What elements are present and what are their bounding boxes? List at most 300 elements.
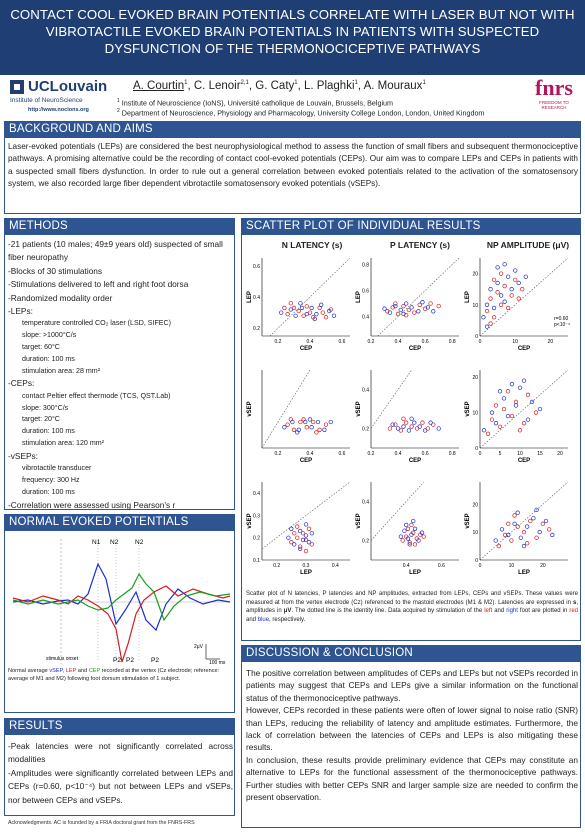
label-n2: N2 bbox=[135, 539, 144, 546]
point-left-foot bbox=[528, 519, 532, 523]
point-left-foot bbox=[324, 423, 328, 427]
point-left-foot bbox=[526, 393, 530, 397]
point-left-foot bbox=[401, 539, 405, 543]
method-item: -CEPs: bbox=[8, 378, 35, 389]
point-left-foot bbox=[286, 423, 290, 427]
point-right-foot bbox=[383, 307, 387, 311]
method-detail: contact Peltier effect thermode (TCS, QST.Lab) bbox=[22, 391, 171, 400]
normal-caption: Normal average vSEP, LEP and CEP recorded at the vertex (Cz electrode; reference: average of M1 and M2) following foot dorsum stimulation of 1 subject. bbox=[8, 668, 220, 682]
x-axis-label: LEP bbox=[300, 570, 312, 576]
title-line: CONTACT COOL EVOKED BRAIN POTENTIALS CORRELATE WITH LASER BUT NOT WITH bbox=[10, 7, 575, 22]
y-axis-label: LEP bbox=[465, 291, 471, 303]
y-axis-label: vSEP bbox=[356, 401, 362, 417]
method-detail: duration: 100 ms bbox=[22, 427, 75, 436]
label-n1: N1 bbox=[92, 539, 101, 546]
affiliation: $^1$ Institute of Neuroscience (IoNS), Université catholique de Louvain, Brussels, Belgium bbox=[117, 98, 394, 108]
scatter-svg bbox=[355, 254, 471, 368]
y-tick-label: 20 bbox=[472, 375, 478, 382]
discussion-paragraph: In conclusion, these results provide preliminary evidence that CEPs may constitute an alternative to LEPs for the functional assessment of the thermonociceptive pathways. Further studies with better CEPs SNR and larger sample size are needed to confirm the present observation. bbox=[246, 754, 578, 803]
point-right-foot bbox=[544, 519, 548, 523]
point-left-foot bbox=[547, 528, 551, 532]
scatter-caption: Scatter plot of N latencies, P latencies and NP amplitudes, extracted from LEPs, CEPs and vSEPs. These values were measured at from the vertex electrode (Cz) referenced to the mastoid electrodes (M1 & M2). Latencies are expressed in s, amplitudes in μV. The dotted line is the identity line. Data acquired by stimulation of the left and right foot are plotted in red and blue, respectively. bbox=[246, 591, 578, 623]
label-p2: P2 bbox=[126, 657, 134, 664]
y-tick-label: 0.4 bbox=[362, 499, 369, 506]
point-right-foot bbox=[407, 429, 411, 433]
y-axis-label: vSEP bbox=[465, 513, 471, 529]
point-left-foot bbox=[534, 411, 538, 415]
point-right-foot bbox=[404, 523, 408, 527]
scatter-svg bbox=[246, 478, 362, 592]
title-line: DYSFUNCTION OF THE THERMONOCICEPTIVE PATHWAYS bbox=[104, 41, 481, 56]
point-left-foot bbox=[311, 420, 315, 424]
point-left-foot bbox=[396, 312, 400, 316]
scatter-panel-plat_lep_cep bbox=[355, 254, 471, 373]
point-left-foot bbox=[286, 312, 290, 316]
y-tick-label: 0.2 bbox=[362, 426, 369, 433]
point-right-foot bbox=[418, 425, 422, 429]
point-right-foot bbox=[514, 404, 518, 408]
point-left-foot bbox=[513, 514, 517, 518]
identity-line bbox=[378, 258, 459, 336]
x-tick-label: 0.2 bbox=[274, 339, 282, 345]
point-right-foot bbox=[532, 516, 536, 520]
point-right-foot bbox=[538, 530, 542, 534]
point-right-foot bbox=[502, 397, 506, 401]
x-axis-label: LEP bbox=[409, 570, 421, 576]
point-left-foot bbox=[307, 527, 311, 531]
method-detail: slope: >1000°C/s bbox=[22, 331, 77, 340]
title-line: VIBROTACTILE EVOKED BRAIN POTENTIALS IN PATIENTS WITH SUSPECTED bbox=[45, 24, 540, 39]
point-left-foot bbox=[520, 287, 524, 291]
point-right-foot bbox=[323, 428, 327, 432]
author-name: G. Caty bbox=[255, 80, 295, 92]
point-right-foot bbox=[482, 315, 486, 319]
point-left-foot bbox=[422, 535, 426, 539]
point-right-foot bbox=[298, 547, 302, 551]
point-right-foot bbox=[485, 303, 489, 307]
point-right-foot bbox=[525, 525, 529, 529]
y-tick-label: 0.2 bbox=[253, 535, 260, 542]
point-left-foot bbox=[283, 306, 287, 310]
fnrs-tagline: FREEDOM TO RESEARCH bbox=[539, 100, 569, 110]
x-axis-label: CEP bbox=[299, 458, 313, 464]
identity-line bbox=[371, 482, 424, 541]
x-tick-label: 20 bbox=[547, 339, 554, 345]
lep-trace bbox=[13, 586, 230, 662]
label-n2: N2 bbox=[110, 539, 119, 546]
method-item: -Correlation were assessed using Pearson’s r bbox=[8, 499, 176, 510]
fnrs-name: fnrs bbox=[535, 75, 573, 100]
point-right-foot bbox=[413, 527, 417, 531]
x-tick-label: 0.4 bbox=[394, 339, 402, 345]
x-tick-label: 0.4 bbox=[306, 339, 314, 345]
label-p2: P2 bbox=[113, 657, 121, 664]
discussion-paragraph: However, CEPs recorded in these patients were often of lower signal to noise ratio (SNR) than LEPs, reducing the reliability of latency and amplitude estimates. Furthermore, the lack of correlation between the latencies of CEPs and LEPs is also mitigating these results. bbox=[246, 705, 578, 753]
y-tick-label: 0.8 bbox=[362, 262, 369, 269]
y-tick-label: 0.2 bbox=[253, 326, 260, 333]
point-left-foot bbox=[510, 414, 514, 418]
point-right-foot bbox=[417, 310, 421, 314]
y-tick-label: 0.1 bbox=[253, 558, 260, 564]
point-right-foot bbox=[500, 528, 504, 532]
y-axis-label: vSEP bbox=[465, 401, 471, 417]
point-right-foot bbox=[402, 425, 406, 429]
point-left-foot bbox=[315, 431, 319, 435]
point-right-foot bbox=[421, 300, 425, 304]
point-right-foot bbox=[290, 527, 294, 531]
point-right-foot bbox=[524, 275, 528, 279]
point-right-foot bbox=[410, 417, 414, 421]
point-left-foot bbox=[541, 522, 545, 526]
point-right-foot bbox=[513, 522, 517, 526]
x-tick-label: 0.4 bbox=[306, 451, 314, 457]
point-left-foot bbox=[513, 278, 517, 282]
point-left-foot bbox=[406, 527, 410, 531]
point-right-foot bbox=[494, 421, 498, 425]
point-left-foot bbox=[410, 425, 414, 429]
point-left-foot bbox=[321, 311, 325, 315]
point-left-foot bbox=[499, 272, 503, 276]
point-right-foot bbox=[399, 308, 403, 312]
point-right-foot bbox=[304, 523, 308, 527]
author-name: L. Plaghki bbox=[304, 80, 355, 92]
point-right-foot bbox=[294, 314, 298, 318]
author-list: A. Courtin$^1$, C. Lenoir$^{2,1}$, G. Caty$^1$, L. Plaghki$^1$, A. Mouraux$^1$ bbox=[133, 80, 426, 92]
affiliation: $^2$ Department of Neuroscience, Physiology and Pharmacology, University College London, London, United Kingdom bbox=[117, 108, 485, 118]
x-tick-label: 10 bbox=[512, 339, 518, 345]
column-header: NP AMPLITUDE (μV) bbox=[486, 240, 570, 250]
x-tick-label: 10 bbox=[508, 563, 515, 569]
point-left-foot bbox=[496, 291, 500, 295]
method-detail: stimulation area: 28 mm² bbox=[22, 366, 101, 375]
point-right-foot bbox=[522, 544, 526, 548]
y-tick-label: 10 bbox=[472, 302, 478, 309]
section-normal-title: NORMAL EVOKED POTENTIALS bbox=[4, 514, 235, 531]
scatter-svg bbox=[464, 254, 580, 368]
y-tick-label: 20 bbox=[472, 502, 478, 509]
point-right-foot bbox=[506, 275, 510, 279]
point-left-foot bbox=[506, 389, 510, 393]
x-tick-label: 0.4 bbox=[331, 563, 339, 569]
scatter-svg bbox=[355, 366, 471, 480]
scatter-panel-amp_vsep_lep bbox=[464, 478, 580, 597]
point-right-foot bbox=[315, 312, 319, 316]
y-tick-label: 0.4 bbox=[253, 491, 260, 498]
method-item: -Stimulations delivered to left and right foot dorsa bbox=[8, 279, 189, 290]
point-left-foot bbox=[299, 420, 303, 424]
point-right-foot bbox=[510, 382, 514, 386]
point-right-foot bbox=[413, 421, 417, 425]
identity-line bbox=[270, 258, 350, 336]
x-tick-label: 0.3 bbox=[302, 563, 310, 569]
x-tick-label: 0.2 bbox=[273, 563, 281, 569]
x-tick-label: 0.6 bbox=[421, 451, 429, 457]
point-left-foot bbox=[492, 278, 496, 282]
x-tick-label: 0 bbox=[478, 339, 482, 345]
y-axis-label: vSEP bbox=[356, 513, 362, 529]
point-left-foot bbox=[506, 306, 510, 310]
point-right-foot bbox=[298, 529, 302, 533]
fnrs-logo bbox=[527, 76, 581, 118]
point-right-foot bbox=[332, 314, 336, 318]
scatter-panel-plat_vsep_lep bbox=[355, 478, 471, 597]
point-left-foot bbox=[525, 541, 529, 545]
y-axis-label: LEP bbox=[356, 291, 362, 303]
scatter-panel-nlat_lep_cep bbox=[246, 254, 362, 373]
point-left-foot bbox=[404, 421, 408, 425]
y-tick-label: 0.3 bbox=[253, 513, 260, 520]
point-left-foot bbox=[429, 302, 433, 306]
logo-url: http://www.nocions.org bbox=[28, 107, 89, 113]
result-item: -Peak latencies were not significantly correlated across modalities bbox=[8, 741, 233, 765]
point-left-foot bbox=[402, 417, 406, 421]
method-detail: duration: 100 ms bbox=[22, 487, 75, 496]
point-left-foot bbox=[295, 536, 299, 540]
logo-name: UCLouvain bbox=[28, 78, 108, 95]
x-tick-label: 0.6 bbox=[421, 339, 429, 345]
point-right-foot bbox=[410, 306, 414, 310]
point-right-foot bbox=[437, 427, 441, 431]
correlation-r: r=0.60 bbox=[554, 316, 569, 322]
author-name: C. Lenoir bbox=[193, 80, 241, 92]
point-right-foot bbox=[404, 302, 408, 306]
method-item: -21 patients (10 males; 49±9 years old) suspected of small fiber neuropathy bbox=[8, 239, 223, 263]
point-right-foot bbox=[518, 386, 522, 390]
point-right-foot bbox=[423, 429, 427, 433]
point-right-foot bbox=[496, 266, 500, 270]
scatter-panel-amp_vsep_cep bbox=[464, 366, 580, 485]
section-discussion-title: DISCUSSION & CONCLUSION bbox=[241, 645, 581, 662]
scatter-panel-nlat_vsep_lep bbox=[246, 478, 362, 597]
point-right-foot bbox=[279, 311, 283, 315]
method-item: -LEPs: bbox=[8, 306, 33, 317]
method-detail: duration: 100 ms bbox=[22, 354, 75, 363]
y-tick-label: 0 bbox=[475, 446, 478, 452]
point-right-foot bbox=[494, 539, 498, 543]
point-left-foot bbox=[318, 428, 322, 432]
scatter-svg bbox=[246, 254, 362, 368]
y-tick-label: 0 bbox=[475, 334, 478, 340]
y-tick-label: 0.2 bbox=[362, 538, 369, 545]
scatter-panel-amp_lep_cep bbox=[464, 254, 580, 373]
point-left-foot bbox=[437, 304, 441, 308]
point-left-foot bbox=[518, 428, 522, 432]
section-scatter-title: SCATTER PLOT OF INDIVIDUAL RESULTS bbox=[241, 218, 581, 235]
point-right-foot bbox=[513, 269, 517, 273]
method-detail: target: 60°C bbox=[22, 343, 60, 352]
point-right-foot bbox=[516, 511, 520, 515]
point-left-foot bbox=[522, 530, 526, 534]
method-detail: slope: 300°C/s bbox=[22, 403, 69, 412]
x-tick-label: 5 bbox=[498, 451, 502, 457]
label-onset: stimulus onset bbox=[46, 656, 78, 662]
point-right-foot bbox=[403, 529, 407, 533]
point-left-foot bbox=[324, 315, 328, 319]
x-axis-label: CEP bbox=[517, 346, 531, 352]
x-tick-label: 0.8 bbox=[448, 451, 456, 457]
correlation-p: p<10⁻⁴ bbox=[554, 322, 571, 328]
section-methods-title: METHODS bbox=[4, 218, 235, 235]
point-right-foot bbox=[489, 287, 493, 291]
y-tick-label: 0 bbox=[475, 558, 478, 564]
point-left-foot bbox=[510, 539, 514, 543]
scatter-panel-plat_vsep_cep bbox=[355, 366, 471, 485]
scatter-svg bbox=[464, 366, 580, 480]
point-right-foot bbox=[496, 281, 500, 285]
scale-voltage: 2μV bbox=[194, 644, 203, 650]
x-axis-label: CEP bbox=[408, 346, 422, 352]
point-right-foot bbox=[522, 379, 526, 383]
identity-line bbox=[480, 370, 568, 448]
y-tick-label: 0.4 bbox=[253, 295, 260, 301]
identity-line bbox=[262, 370, 310, 448]
point-right-foot bbox=[526, 418, 530, 422]
y-axis-label: vSEP bbox=[247, 401, 253, 417]
point-right-foot bbox=[503, 262, 507, 266]
x-tick-label: 0.6 bbox=[437, 563, 445, 569]
x-tick-label: 20 bbox=[557, 451, 563, 457]
point-left-foot bbox=[499, 303, 503, 307]
acknowledgments: Acknowledgments. AC is founded by a FRIA doctoral grant from the FNRS-FRS bbox=[8, 820, 195, 826]
x-tick-label: 0.4 bbox=[402, 563, 410, 569]
scatter-svg bbox=[355, 478, 471, 592]
point-left-foot bbox=[485, 309, 489, 313]
point-right-foot bbox=[506, 414, 510, 418]
discussion-paragraph: The positive correlation between amplitudes of CEPs and LEPs but not vSEPs recorded in patients may suggest that CEPs and LEPs give a similar information on the functional status of the thermonociceptive pathways. bbox=[246, 668, 578, 703]
y-tick-label: 0.6 bbox=[253, 263, 260, 270]
method-item: -Randomized modality order bbox=[8, 292, 113, 303]
x-tick-label: 0.2 bbox=[367, 451, 375, 457]
scatter-svg bbox=[464, 478, 580, 592]
y-tick-label: 0.6 bbox=[362, 288, 369, 295]
y-tick-label: 10 bbox=[472, 410, 478, 417]
point-right-foot bbox=[498, 389, 502, 393]
x-tick-label: 0.4 bbox=[394, 451, 402, 457]
method-detail: stimulation area: 120 mm² bbox=[22, 439, 105, 448]
point-left-foot bbox=[413, 311, 417, 315]
result-item: -Amplitudes were significantly correlated between LEPs and CEPs (r=0.60, p<10⁻⁴) but not between LEPs and vSEPs, nor between CEPs and vSEPs. bbox=[8, 767, 233, 805]
point-left-foot bbox=[494, 404, 498, 408]
point-right-foot bbox=[490, 411, 494, 415]
point-left-foot bbox=[506, 522, 510, 526]
point-left-foot bbox=[410, 523, 414, 527]
x-tick-label: 0 bbox=[478, 451, 482, 457]
identity-line bbox=[371, 370, 412, 429]
point-right-foot bbox=[503, 300, 507, 304]
methods-list bbox=[8, 238, 233, 512]
point-left-foot bbox=[289, 301, 293, 305]
point-left-foot bbox=[486, 432, 490, 436]
point-right-foot bbox=[510, 287, 514, 291]
label-p2: P2 bbox=[151, 657, 159, 664]
x-tick-label: 0 bbox=[478, 563, 482, 569]
author-name: A. Courtin bbox=[133, 80, 185, 92]
point-left-foot bbox=[305, 425, 309, 429]
point-left-foot bbox=[514, 400, 518, 404]
point-left-foot bbox=[388, 427, 392, 431]
point-left-foot bbox=[510, 294, 514, 298]
point-right-foot bbox=[485, 325, 489, 329]
x-tick-label: 0.6 bbox=[338, 451, 346, 457]
x-axis-label: CEP bbox=[299, 346, 313, 352]
point-right-foot bbox=[308, 418, 312, 422]
point-right-foot bbox=[517, 281, 521, 285]
discussion-text bbox=[246, 667, 578, 803]
poster-title bbox=[0, 0, 585, 75]
x-tick-label: 10 bbox=[517, 451, 523, 457]
scatter-panel-nlat_vsep_cep bbox=[246, 366, 362, 485]
point-right-foot bbox=[429, 421, 433, 425]
method-item: -Blocks of 30 stimulations bbox=[8, 265, 103, 276]
point-right-foot bbox=[310, 425, 314, 429]
method-detail: vibrotactile transducer bbox=[22, 464, 92, 473]
point-right-foot bbox=[411, 519, 415, 523]
waveform-plot bbox=[8, 534, 234, 666]
point-left-foot bbox=[516, 525, 520, 529]
x-tick-label: 0.6 bbox=[338, 339, 346, 345]
point-left-foot bbox=[305, 305, 309, 309]
point-left-foot bbox=[421, 421, 425, 425]
point-right-foot bbox=[299, 301, 303, 305]
point-left-foot bbox=[497, 544, 501, 548]
point-right-foot bbox=[316, 420, 320, 424]
point-right-foot bbox=[319, 303, 323, 307]
point-right-foot bbox=[391, 423, 395, 427]
identity-line bbox=[262, 482, 350, 549]
point-right-foot bbox=[519, 536, 523, 540]
method-item: -vSEPs: bbox=[8, 450, 38, 461]
point-left-foot bbox=[292, 531, 296, 535]
point-left-foot bbox=[503, 284, 507, 288]
method-detail: temperature controlled CO₂ laser (LSD, SIFEC) bbox=[22, 319, 172, 328]
point-right-foot bbox=[396, 427, 400, 431]
y-tick-label: 0.4 bbox=[362, 314, 369, 321]
y-axis-label: LEP bbox=[247, 291, 253, 303]
point-left-foot bbox=[502, 407, 506, 411]
point-right-foot bbox=[283, 425, 287, 429]
section-results-title: RESULTS bbox=[4, 718, 235, 735]
uclouvain-logo bbox=[6, 78, 116, 120]
point-right-foot bbox=[310, 531, 314, 535]
identity-line bbox=[480, 482, 568, 560]
y-tick-label: 10 bbox=[472, 530, 478, 537]
point-left-foot bbox=[522, 421, 526, 425]
point-left-foot bbox=[517, 297, 521, 301]
y-axis-label: vSEP bbox=[247, 513, 253, 529]
point-right-foot bbox=[538, 407, 542, 411]
point-left-foot bbox=[489, 322, 493, 326]
author-name: A. Mouraux bbox=[363, 80, 423, 92]
point-left-foot bbox=[304, 549, 308, 553]
background-text: Laser-evoked potentials (LEPs) are considered the best neurophysiological method to assess the function of small fibers and subsequent thermonociceptive pathways. A promising alternative could be the recording of contact cool-evoked potentials (CEPs). Our aim was to compare LEPs and CEPs in patients with a suspected small fibers dysfunction. In order to rule out a general correlation between evoked potentials related to the activation of the somatosensory system, we also recorded large fiber dependent vibrotactile somatosensory evoked potentials (vSEPs). bbox=[8, 142, 578, 188]
point-right-foot bbox=[482, 428, 486, 432]
point-right-foot bbox=[431, 310, 435, 314]
point-left-foot bbox=[295, 525, 299, 529]
point-right-foot bbox=[304, 534, 308, 538]
point-left-foot bbox=[492, 315, 496, 319]
x-tick-label: 20 bbox=[540, 563, 546, 569]
point-right-foot bbox=[307, 540, 311, 544]
point-left-foot bbox=[535, 536, 539, 540]
x-tick-label: 15 bbox=[537, 451, 543, 457]
method-detail: target: 20°C bbox=[22, 415, 60, 424]
column-header: P LATENCY (s) bbox=[390, 240, 450, 250]
results-text bbox=[8, 740, 233, 807]
x-axis-label: LEP bbox=[518, 570, 530, 576]
point-right-foot bbox=[292, 543, 296, 547]
x-axis-label: CEP bbox=[408, 458, 422, 464]
y-tick-label: 20 bbox=[472, 271, 478, 278]
